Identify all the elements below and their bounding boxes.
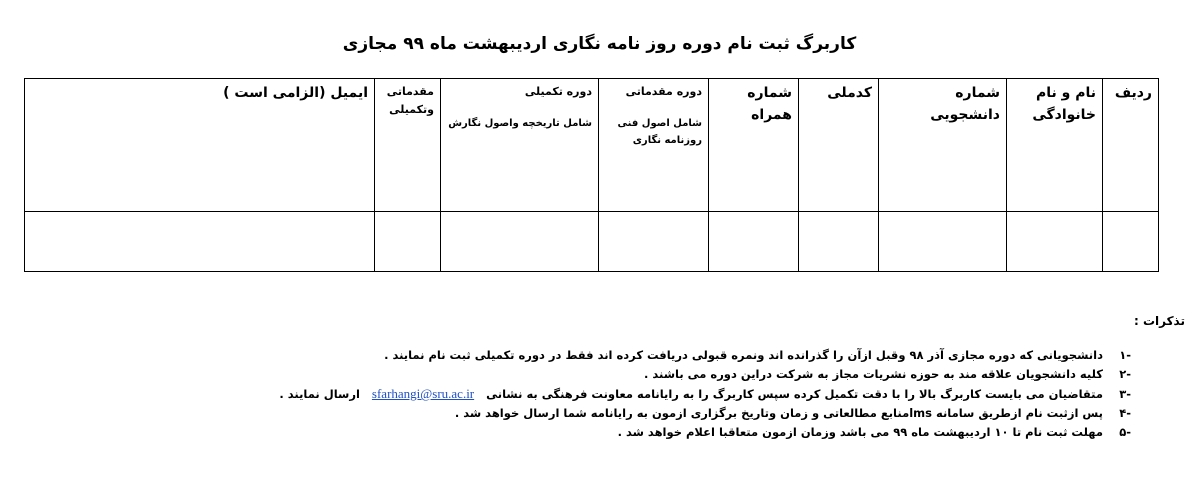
cell-national-code[interactable] xyxy=(799,212,879,272)
cell-intro-course[interactable] xyxy=(599,212,709,272)
note-number: -۴ xyxy=(1119,406,1131,420)
note-text: کلیه دانشجویان علاقه مند به حوزه نشریات مجاز به شرکت دراین دوره می باشند . xyxy=(643,367,1103,381)
list-item xyxy=(131,404,1131,423)
note-text: دانشجویانی که دوره مجازی آذر ۹۸ وقبل ازآن را گذرانده اند ونمره قبولی دریافت کرده اند فقط در دوره تکمیلی ثبت نام نمایند . xyxy=(384,348,1103,362)
advanced-course-desc: شامل تاریخچه واصول نگارش xyxy=(448,117,592,129)
note-number: -۲ xyxy=(1119,367,1131,381)
note-number: -۵ xyxy=(1119,425,1131,439)
note-number: -۱ xyxy=(1119,348,1131,362)
document-title: کاربرگ ثبت نام دوره روز نامه نگاری اردیبهشت ماه ۹۹ مجازی xyxy=(342,34,857,54)
cell-full-name[interactable] xyxy=(1007,212,1103,272)
list-item xyxy=(131,346,1131,365)
list-item xyxy=(131,423,1131,442)
cell-intro-and-advanced[interactable] xyxy=(375,212,441,272)
cell-email[interactable] xyxy=(25,212,375,272)
intro-course-label: دوره مقدماتی xyxy=(625,85,702,98)
cell-student-number[interactable] xyxy=(879,212,1007,272)
header-intro-and-advanced: مقدماتی وتکمیلی xyxy=(375,79,441,212)
header-student-number: شماره دانشجویی xyxy=(879,79,1007,212)
cell-advanced-course[interactable] xyxy=(441,212,599,272)
registration-table xyxy=(24,78,1159,272)
cell-mobile[interactable] xyxy=(709,212,799,272)
intro-course-desc: شامل اصول فنی روزنامه نگاری xyxy=(617,117,702,146)
header-intro-course xyxy=(599,79,709,212)
header-row-number: ردیف xyxy=(1103,79,1159,212)
header-email: ایمیل (الزامی است ) xyxy=(25,79,375,212)
header-national-code: کدملی xyxy=(799,79,879,212)
header-row xyxy=(25,79,1159,212)
cell-row-number[interactable] xyxy=(1103,212,1159,272)
notes-title: تذکرات : xyxy=(1133,314,1185,328)
notes-list xyxy=(131,346,1131,442)
table-row xyxy=(25,212,1159,272)
list-item xyxy=(131,384,1131,404)
note-text: پس ازثبت نام ازطریق سامانه lmsمنابع مطالعاتی و زمان وتاریخ برگزاری ازمون به رایانامه شما ارسال خواهد شد . xyxy=(454,406,1103,420)
note-text: متقاضیان می بایست کاربرگ بالا را با دقت تکمیل کرده سپس کاربرگ را به رایانامه معاونت فرهنگی به نشانی xyxy=(486,387,1103,401)
note-text: مهلت ثبت نام تا ۱۰ اردیبهشت ماه ۹۹ می باشد وزمان ازمون متعاقبا اعلام خواهد شد . xyxy=(617,425,1103,439)
list-item xyxy=(131,365,1131,384)
header-mobile: شماره همراه xyxy=(709,79,799,212)
note-number: -۳ xyxy=(1119,387,1131,401)
advanced-course-label: دوره تکمیلی xyxy=(524,85,592,98)
note-text-end: ارسال نمایند . xyxy=(279,387,360,401)
header-advanced-course xyxy=(441,79,599,212)
header-full-name: نام و نام خانوادگی xyxy=(1007,79,1103,212)
email-link[interactable]: sfarhangi@sru.ac.ir xyxy=(371,386,475,401)
